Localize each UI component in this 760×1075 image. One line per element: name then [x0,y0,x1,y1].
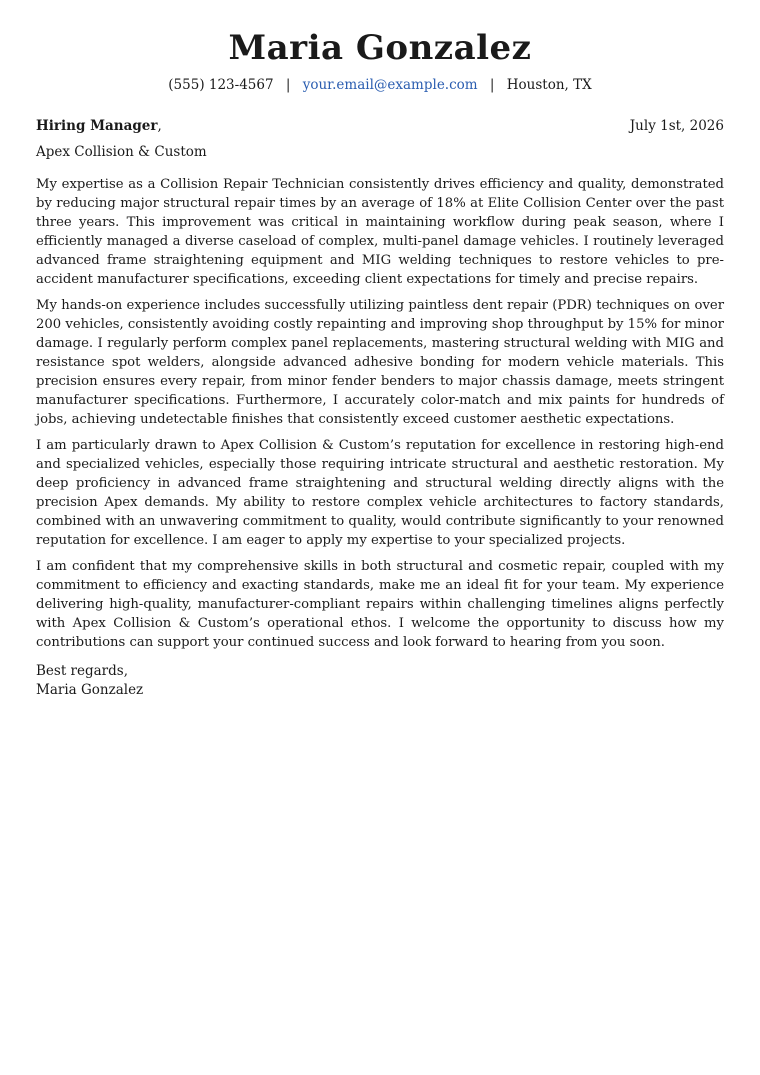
body-paragraph: My hands-on experience includes successfully utilizing paintless dent repair (PDR) techniques on over 200 vehicles, consistently avoiding costly repainting and improving shop throughput by 15% for minor damage. I regularly perform complex panel replacements, mastering structural welding with MIG and resistance spot welders, alongside advanced adhesive bonding for modern vehicle materials. This precision ensures every repair, from minor fender benders to major chassis damage, meets stringent manufacturer specifications. Furthermore, I accurately color-match and mix paints for hundreds of jobs, achieving undetectable finishes that consistently exceed customer aesthetic expectations. [36,298,724,427]
recipient-greeting [36,117,162,135]
recipient-date-row [36,117,724,135]
location: Houston, TX [506,77,592,93]
contact-separator: | [285,77,291,93]
email-link[interactable]: your.email@example.com [302,77,478,93]
body-paragraph: My expertise as a Collision Repair Technician consistently drives efficiency and quality, demonstrated by reducing major structural repair times by an average of 18% at Elite Collision Center over the past three years. This improvement was critical in maintaining workflow during peak season, where I efficiently managed a diverse caseload of complex, multi-panel damage vehicles. I routinely leveraged advanced frame straightening equipment and MIG welding techniques to restore vehicles to pre-accident manufacturer specifications, exceeding client expectations for timely and precise repairs. [36,177,724,287]
letter-body [36,175,724,652]
applicant-name: Maria Gonzalez [228,28,532,68]
phone-number: (555) 123-4567 [168,77,274,93]
contact-line [36,76,724,94]
closing-signature: Maria Gonzalez [36,682,144,698]
recipient-company: Apex Collision & Custom [36,144,207,160]
contact-separator: | [489,77,495,93]
closing-salutation: Best regards, [36,663,129,679]
recipient-name: Hiring Manager [36,118,158,134]
letter-date: July 1st, 2026 [629,118,724,134]
body-paragraph: I am confident that my comprehensive skills in both structural and cosmetic repair, coupled with my commitment to efficiency and exacting standards, make me an ideal fit for your team. My experience delivering high-quality, manufacturer-compliant repairs within challenging timelines aligns perfectly with Apex Collision & Custom’s operational ethos. I welcome the opportunity to discuss how my contributions can support your continued success and look forward to hearing from you soon. [36,559,724,650]
body-paragraph: I am particularly drawn to Apex Collision & Custom’s reputation for excellence in restoring high-end and specialized vehicles, especially those requiring intricate structural and aesthetic restoration. My deep proficiency in advanced frame straightening and structural welding directly aligns with the precision Apex demands. My ability to restore complex vehicle architectures to factory standards, combined with an unwavering commitment to quality, would contribute significantly to your renowned reputation for excellence. I am eager to apply my expertise to your specialized projects. [36,438,724,548]
letter-closing [36,662,724,700]
recipient-name-suffix: , [157,118,162,134]
